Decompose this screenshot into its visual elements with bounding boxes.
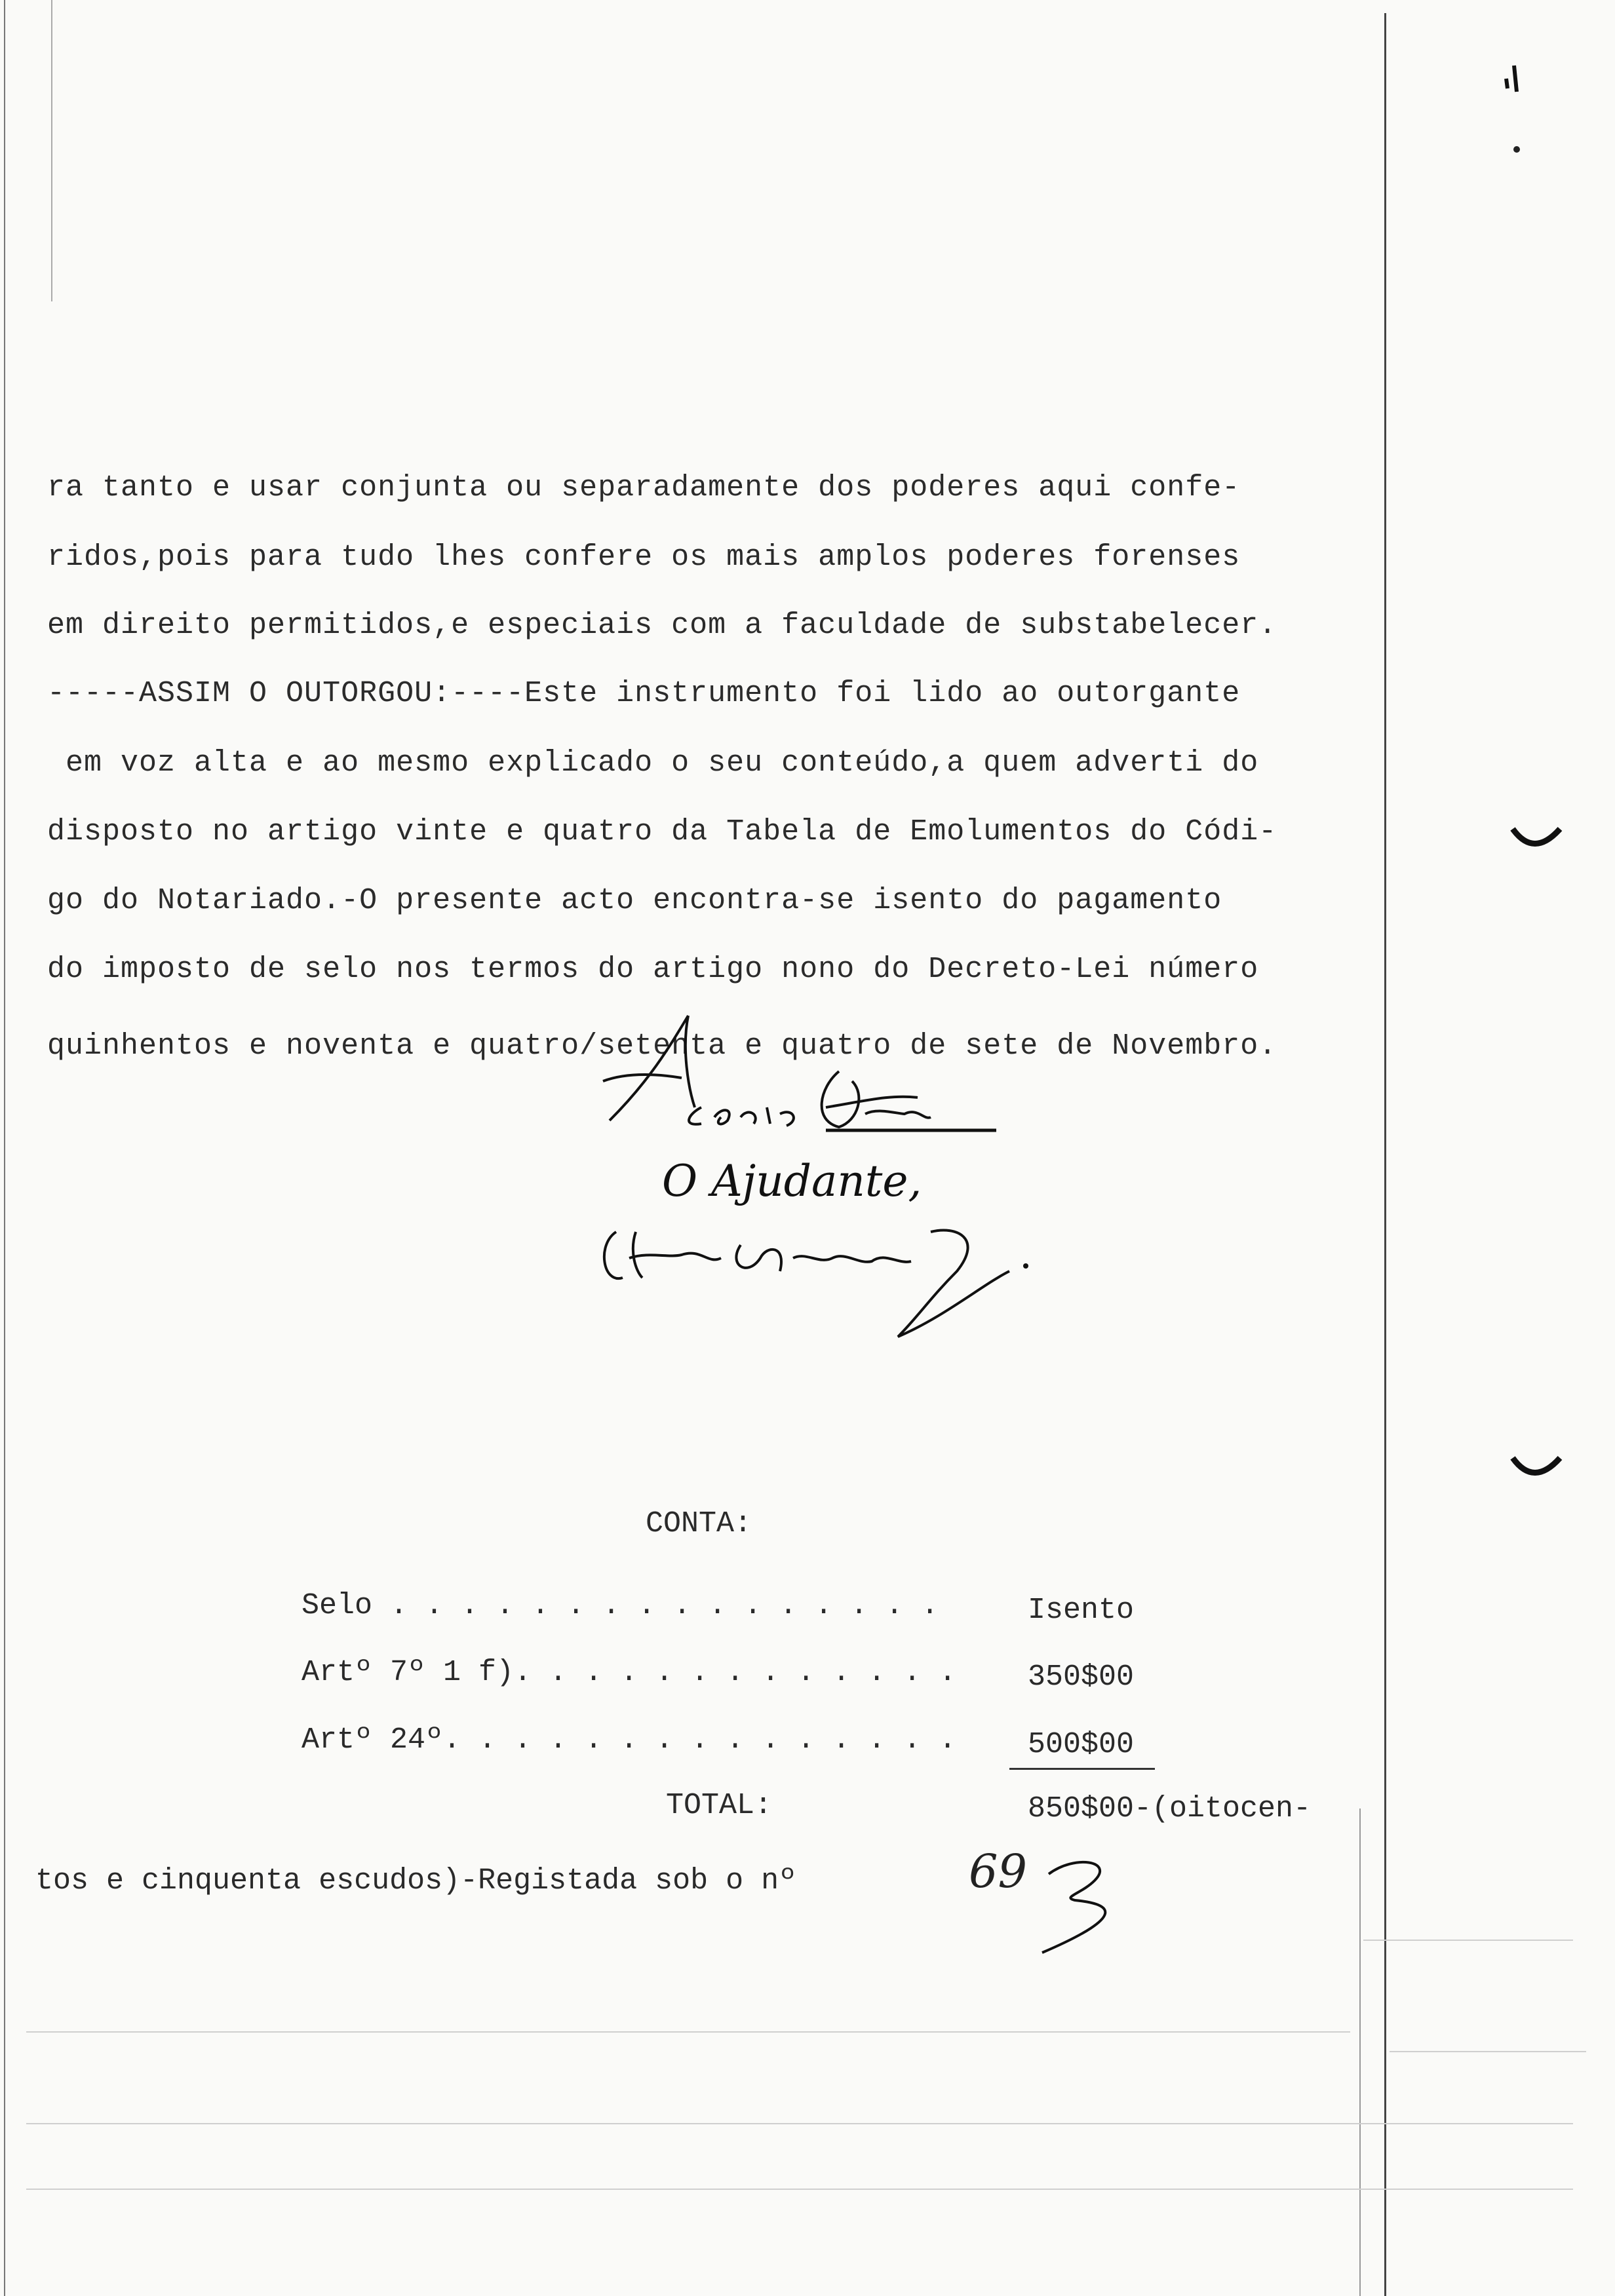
left-margin-inner-line [51,0,52,301]
body-line: ra tanto e usar conjunta ou separadamente dos poderes aqui confe- [47,471,1241,505]
body-line: go do Notariado.-O presente acto encontra-se isento do pagamento [47,884,1222,917]
ruled-line [1363,1940,1573,1941]
body-line: -----ASSIM O OUTORGOU:----Este instrumento foi lido ao outorgante [47,677,1241,710]
conta-row-label: Artº 7º 1 f). . . . . . . . . . . . . [302,1656,957,1689]
ruled-line [26,2123,1573,2124]
right-margin-faint-line [1359,1808,1361,2296]
ruled-line [1390,2051,1586,2052]
conta-row-label: Artº 24º. . . . . . . . . . . . . . . [302,1723,957,1757]
body-line: disposto no artigo vinte e quatro da Tabela de Emolumentos do Códi- [47,815,1277,849]
corner-mark-icon [1501,52,1540,170]
punch-hole-icon [1508,822,1566,862]
conta-row-value: 500$00 [1028,1728,1135,1761]
conta-row-value: 350$00 [1028,1660,1135,1694]
registry-number: 69 [969,1845,1028,1898]
registry-flourish [1036,1848,1147,1959]
body-line: do imposto de selo nos termos do artigo nono do Decreto-Lei número [47,953,1259,986]
body-line: ridos,pois para tudo lhes confere os mais amplos poderes forenses [47,541,1241,574]
signature-acacio-peres [590,1009,1049,1376]
right-margin-line [1384,13,1386,2296]
total-continuation: tos e cinquenta escudos)-Registada sob o nº [35,1864,797,1898]
ruled-line [26,2189,1573,2190]
subtotal-underline [1009,1768,1155,1770]
conta-row-value: Isento [1028,1594,1135,1627]
conta-title: CONTA: [646,1507,752,1540]
conta-row-label: Selo . . . . . . . . . . . . . . . . [302,1589,939,1622]
body-line: quinhentos e noventa e quatro/setenta e quatro de sete de Novembro. [47,1029,1277,1063]
total-value: 850$00-(oitocen- [1028,1792,1312,1826]
punch-hole-icon [1508,1451,1566,1491]
body-line: em direito permitidos,e especiais com a faculdade de substabelecer. [47,609,1277,642]
ruled-line [26,2031,1350,2033]
left-margin-line [4,0,5,2296]
total-label: TOTAL: [666,1789,773,1822]
signature-role: O Ajudante, [662,1156,922,1206]
body-line: em voz alta e ao mesmo explicado o seu conteúdo,a quem adverti do [47,746,1259,780]
